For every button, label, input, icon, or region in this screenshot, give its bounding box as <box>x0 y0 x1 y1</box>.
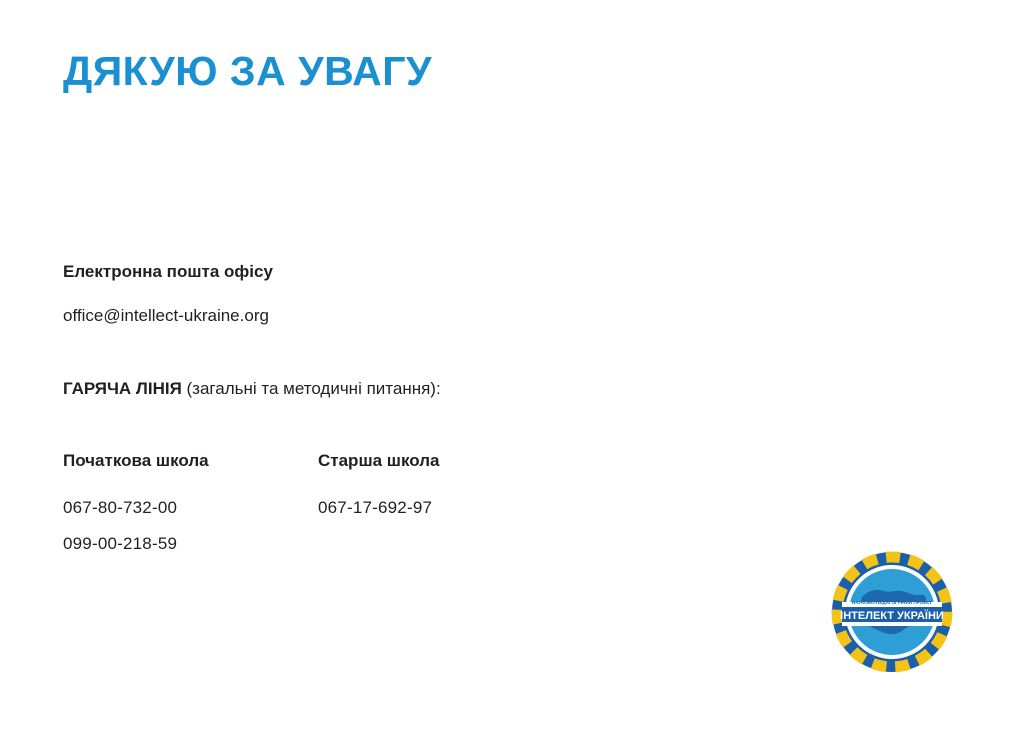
email-label: Електронна пошта офісу <box>63 262 273 281</box>
phone-number[interactable]: 099-00-218-59 <box>63 534 178 554</box>
phone-number[interactable]: 067-17-692-97 <box>318 498 433 518</box>
intellect-ukraine-logo <box>818 548 966 676</box>
logo-top-text: НАУКОВО-ПЕДАГОГІЧНИЙ ПРОЕКТ <box>851 600 933 605</box>
column-primary-school <box>63 451 318 570</box>
phone-number[interactable]: 067-80-732-00 <box>63 498 178 518</box>
logo-main-text: ІНТЕЛЕКТ УКРАЇНИ <box>840 610 944 622</box>
contact-information-block <box>63 262 763 570</box>
column-senior-school <box>318 451 439 570</box>
hotline-label-rest: (загальні та методичні питання): <box>181 378 441 398</box>
hotline-label <box>63 379 763 399</box>
email-value[interactable]: office@intellect-ukraine.org <box>63 306 269 326</box>
hotline-label-bold: ГАРЯЧА ЛІНІЯ <box>63 378 182 398</box>
hotline-columns <box>63 451 763 570</box>
column-heading-senior: Старша школа <box>318 451 440 471</box>
column-heading-primary: Початкова школа <box>63 451 209 471</box>
page-title: ДЯКУЮ ЗА УВАГУ <box>63 48 433 94</box>
